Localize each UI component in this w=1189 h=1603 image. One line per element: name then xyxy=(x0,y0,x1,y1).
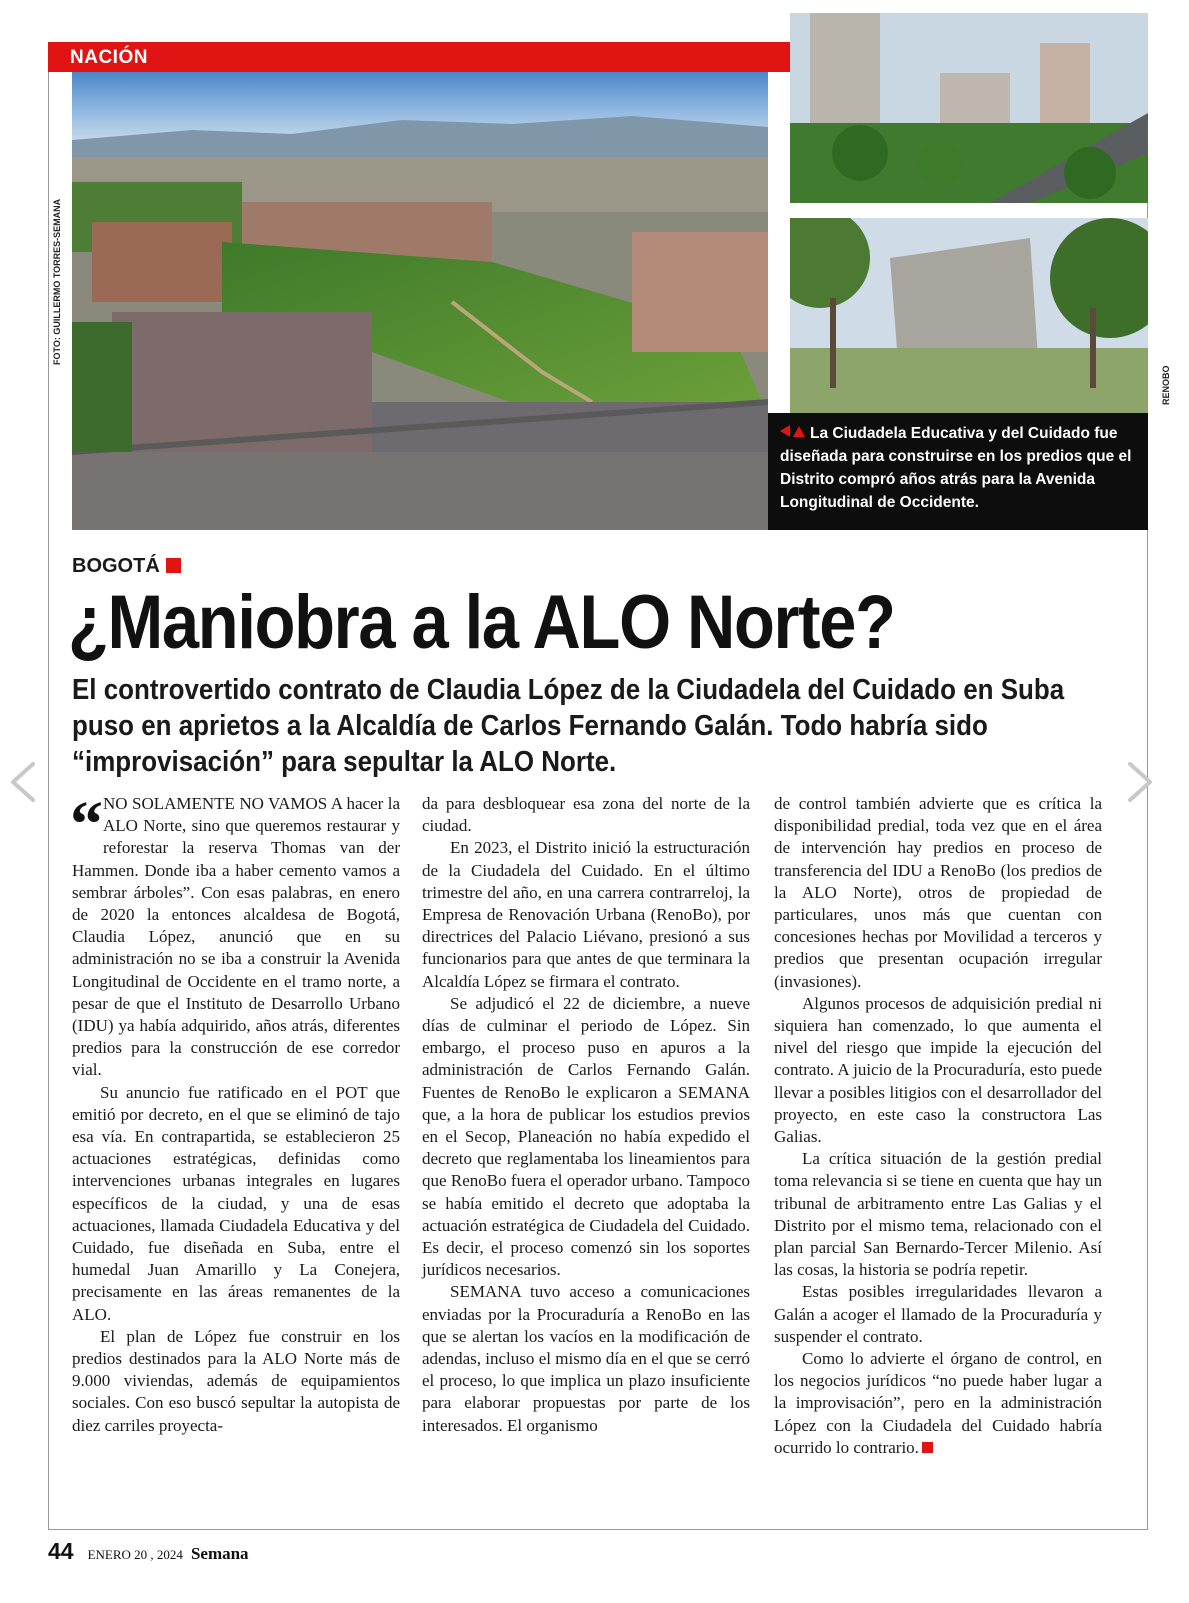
paragraph: Se adjudicó el 22 de diciembre, a nueve días de culminar el periodo de López. Sin embargo, el proceso puso en apuros a la administración de Carlos Fernando Galán. Fuentes de RenoBo le explicaron a SEMANA que, a la hora de publicar los estudios previos en el Secop, Planeación no había expedido el decreto que reglamentaba los lineamientos para que RenoBo fuera el operador urbano. Tampoco se había emitido el decreto que adoptaba la actuación estratégica de Ciudadela del Cuidado. Es decir, el proceso comenzó sin los soportes jurídicos necesarios. xyxy=(422,993,750,1280)
photo-caption xyxy=(768,413,1148,530)
dek: El controvertido contrato de Claudia López de la Ciudadela del Cuidado en Suba puso en aprietos a la Alcaldía de Carlos Fernando Galán. Todo habría sido “improvisación” para sepultar la ALO Norte. xyxy=(72,674,1065,778)
section-label: NACIÓN xyxy=(70,47,148,68)
paragraph: de control también advierte que es crítica la disponibilidad predial, toda vez que en el área de intervención hay predios en proceso de transferencia del IDU a RenoBo (los predios de la ALO Norte), otros de propiedad de particulares, unos más que cuentan con concesiones hechas por Movilidad a terceros y predios que presentan ocupación irregular (invasiones). xyxy=(774,794,1102,991)
paragraph: Su anuncio fue ratificado en el POT que emitió por decreto, en el que se eliminó de tajo esa vía. En contrapartida, se establecieron 25 actuaciones estratégicas, definidas como intervenciones urbanas integrales en lugares específicos de la ciudad, y una de esas actuaciones, llamada Ciudadela Educativa y del Cuidado, fue diseñada en Suba, entre el humedal Juan Amarillo y La Conejera, precisamente en las áreas remanentes de la ALO. xyxy=(72,1082,400,1324)
paragraph-text: Como lo advierte el órgano de control, en los negocios jurídicos “no puede haber lugar a la improvisación”, pero en la administración López con la Ciudadela del Cuidado habría ocurrido lo contrario. xyxy=(774,1349,1102,1457)
end-mark-icon xyxy=(922,1442,933,1453)
article-column-3 xyxy=(774,793,1102,1459)
footer xyxy=(48,1538,249,1565)
page-number: 44 xyxy=(48,1538,74,1564)
paragraph: Estas posibles irregularidades llevaron a Galán a acoger el llamado de la Procuraduría y suspender el contrato. xyxy=(774,1282,1102,1346)
caption-body: La Ciudadela Educativa y del Cuidado fue diseñada para construirse en los predios que el Distrito compró años atrás para la Avenida Longitudinal de Occidente. xyxy=(780,425,1132,511)
article-column-1 xyxy=(70,788,400,1437)
next-page-chevron-icon[interactable] xyxy=(1120,760,1158,804)
previous-page-chevron-icon[interactable] xyxy=(5,760,43,804)
issue-date: ENERO 20 , 2024 xyxy=(87,1547,183,1562)
paragraph-text: NO SOLAMENTE NO VAMOS A hacer la ALO Norte, sino que queremos restaurar y reforestar la reserva Thomas van der Hammen. Donde iba a haber cemento vamos a sembrar árboles”. Con esas palabras, en enero de 2020 la entonces alcaldesa de Bogotá, Claudia López, anunció que en su administración no se iba a construir la Avenida Longitudinal de Occidente en el tramo norte, a pesar de que el Instituto de Desarrollo Urbano (IDU) ya había adquirido, años atrás, diferentes predios para la construcción de ese corredor vial. xyxy=(72,794,400,1080)
render-image-towers xyxy=(790,13,1148,203)
arrow-left-icon xyxy=(780,425,790,437)
paragraph: SEMANA tuvo acceso a comunicaciones enviadas por la Procuraduría a RenoBo en las que se alertan los vacíos en la modificación de adendas, incluso el mismo día en el que se cerró el proceso, lo que implica un plazo insuficiente para elaborar propuestas por parte de los interesados. El organismo xyxy=(422,1282,750,1435)
render-credit: RENOBO xyxy=(1161,365,1171,405)
kicker-square-icon xyxy=(166,558,181,573)
paragraph: da para desbloquear esa zona del norte de la ciudad. xyxy=(422,794,750,836)
aerial-photo xyxy=(72,72,768,530)
paragraph: Algunos procesos de adquisición predial ni siquiera han comenzado, lo que aumenta el nivel del riesgo que impide la ejecución del contrato. A juicio de la Procuraduría, esto puede llevar a posibles litigios con el desarrollador del proyecto, en este caso la constructora Las Galias. xyxy=(774,993,1102,1147)
paragraph xyxy=(70,788,400,1082)
section-bar xyxy=(48,42,790,72)
paragraph: En 2023, el Distrito inició la estructuración de la Ciudadela del Cuidado. En el último trimestre del año, en una carrera contrarreloj, la Empresa de Renovación Urbana (RenoBo), por directrices del Palacio Liévano, presionó a sus funcionarios para que antes de que terminara la Alcaldía López se firmara el contrato. xyxy=(422,838,750,991)
magazine-name: Semana xyxy=(190,1544,249,1563)
paragraph xyxy=(774,1348,1102,1459)
arrow-up-icon xyxy=(793,426,805,437)
kicker xyxy=(72,555,181,578)
paragraph: La crítica situación de la gestión predial toma relevancia si se tiene en cuenta que hay un tribunal de arbitramento entre Las Galias y el Distrito por el mismo tema, relacionado con el plan parcial San Bernardo-Tercer Milenio. Así las cosas, la historia se podría repetir. xyxy=(774,1149,1102,1280)
headline: ¿Maniobra a la ALO Norte? xyxy=(68,580,895,665)
dropcap-quote: “ xyxy=(70,788,97,861)
kicker-label: BOGOTÁ xyxy=(72,555,160,577)
article-column-2 xyxy=(422,793,750,1437)
paragraph: El plan de López fue construir en los predios destinados para la ALO Norte más de 9.000 viviendas, además de equipamientos sociales. Con eso buscó sepultar la autopista de diez carriles proyecta- xyxy=(72,1326,400,1435)
caption-text xyxy=(780,422,1138,514)
render-image-park xyxy=(790,218,1148,413)
photo-credit: FOTO: GUILLERMO TORRES-SEMANA xyxy=(52,198,62,365)
